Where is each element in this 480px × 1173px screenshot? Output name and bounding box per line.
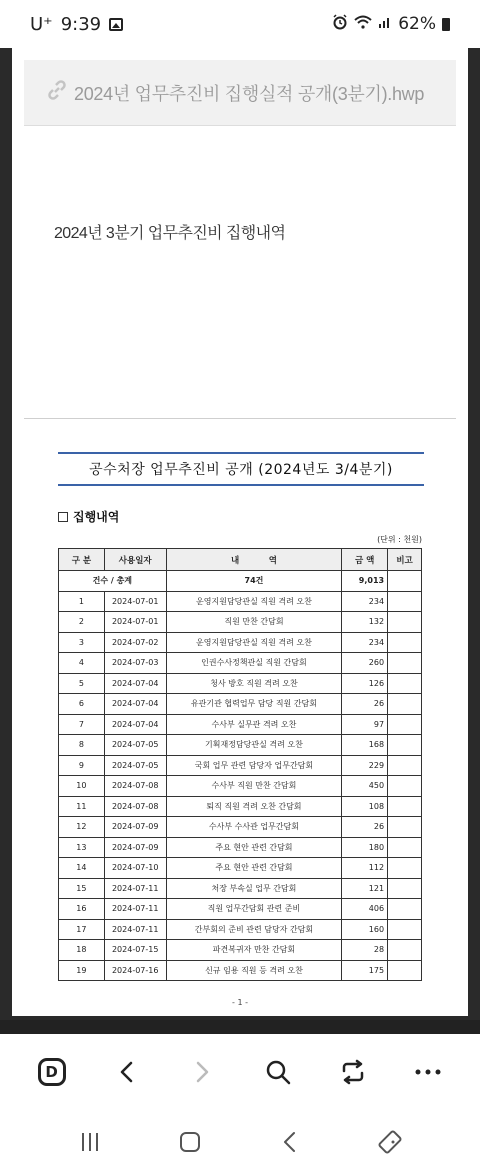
row-remarks: [388, 776, 422, 797]
row-description: 수사부 수사관 업무간담회: [166, 817, 342, 838]
document-page[interactable]: [12, 48, 468, 1016]
row-number: 14: [59, 858, 105, 879]
row-date: 2024-07-05: [104, 755, 166, 776]
clock: 9:39: [60, 13, 102, 35]
row-number: 2: [59, 612, 105, 633]
row-date: 2024-07-04: [104, 714, 166, 735]
table-row: [59, 919, 422, 940]
row-amount: 180: [342, 837, 388, 858]
table-row: [59, 940, 422, 961]
search-icon[interactable]: [256, 1050, 300, 1094]
row-remarks: [388, 960, 422, 981]
row-description: 기획재정담당관실 격려 오찬: [166, 735, 342, 756]
table-header-row: [59, 549, 422, 571]
table-row: [59, 796, 422, 817]
row-remarks: [388, 919, 422, 940]
row-amount: 126: [342, 673, 388, 694]
row-description: 주요 현안 관련 간담회: [166, 837, 342, 858]
table-row: [59, 776, 422, 797]
row-remarks: [388, 612, 422, 633]
carrier-label: U⁺: [30, 13, 53, 35]
row-remarks: [388, 735, 422, 756]
row-description: 유관기관 협력업무 담당 직원 간담회: [166, 694, 342, 715]
recent-apps-icon[interactable]: [70, 1122, 110, 1162]
more-icon[interactable]: [406, 1050, 450, 1094]
row-date: 2024-07-11: [104, 878, 166, 899]
row-number: 5: [59, 673, 105, 694]
d-logo-icon[interactable]: D: [30, 1050, 74, 1094]
table-row: [59, 858, 422, 879]
row-remarks: [388, 796, 422, 817]
header-amount: 금 액: [342, 549, 388, 571]
back-nav-icon[interactable]: [270, 1122, 310, 1162]
row-remarks: [388, 694, 422, 715]
row-remarks: [388, 653, 422, 674]
row-number: 1: [59, 591, 105, 612]
header-division: 구 분: [59, 549, 105, 571]
row-date: 2024-07-09: [104, 817, 166, 838]
row-date: 2024-07-05: [104, 735, 166, 756]
row-date: 2024-07-11: [104, 919, 166, 940]
row-number: 4: [59, 653, 105, 674]
row-amount: 234: [342, 591, 388, 612]
home-icon[interactable]: [170, 1122, 210, 1162]
total-row: [59, 571, 422, 592]
table-row: [59, 612, 422, 633]
total-remarks: [388, 571, 422, 592]
battery-percent: 62%: [398, 14, 436, 34]
row-number: 19: [59, 960, 105, 981]
table-row: [59, 899, 422, 920]
row-remarks: [388, 899, 422, 920]
expense-table: [58, 548, 422, 981]
row-number: 11: [59, 796, 105, 817]
row-number: 6: [59, 694, 105, 715]
bottom-toolbar: [0, 1034, 480, 1110]
attachment-filename[interactable]: 2024년 업무추진비 집행실적 공개(3분기).hwp: [74, 83, 425, 104]
checkbox-square-icon: [58, 512, 68, 522]
row-amount: 97: [342, 714, 388, 735]
rotate-icon[interactable]: [370, 1122, 410, 1162]
row-number: 18: [59, 940, 105, 961]
document-viewer[interactable]: [0, 48, 480, 1020]
row-amount: 26: [342, 694, 388, 715]
row-description: 수사부 실무관 격려 오찬: [166, 714, 342, 735]
row-number: 7: [59, 714, 105, 735]
row-remarks: [388, 940, 422, 961]
row-number: 13: [59, 837, 105, 858]
document-heading: 2024년 3분기 업무추진비 집행내역: [54, 225, 286, 242]
row-description: 청사 방호 직원 격려 오찬: [166, 673, 342, 694]
row-amount: 108: [342, 796, 388, 817]
forward-icon[interactable]: [180, 1050, 224, 1094]
row-description: 수사부 직원 만찬 간담회: [166, 776, 342, 797]
row-description: 직원 만찬 간담회: [166, 612, 342, 633]
row-remarks: [388, 878, 422, 899]
row-remarks: [388, 632, 422, 653]
unit-note: (단위 : 천원): [377, 535, 422, 544]
wifi-icon: [354, 14, 372, 34]
table-row: [59, 632, 422, 653]
row-amount: 121: [342, 878, 388, 899]
table-row: [59, 694, 422, 715]
row-number: 17: [59, 919, 105, 940]
row-remarks: [388, 837, 422, 858]
row-date: 2024-07-16: [104, 960, 166, 981]
section-label: 집행내역: [73, 510, 120, 524]
back-icon[interactable]: [105, 1050, 149, 1094]
table-row: [59, 591, 422, 612]
row-description: 퇴직 직원 격려 오찬 간담회: [166, 796, 342, 817]
status-right: [332, 14, 450, 35]
row-date: 2024-07-08: [104, 776, 166, 797]
row-description: 간부회의 준비 관련 담당자 간담회: [166, 919, 342, 940]
row-number: 9: [59, 755, 105, 776]
header-description: 내 역: [166, 549, 342, 571]
row-amount: 112: [342, 858, 388, 879]
row-amount: 175: [342, 960, 388, 981]
battery-icon: [442, 18, 450, 31]
section-divider: [24, 418, 456, 419]
row-description: 인권수사정책관실 직원 간담회: [166, 653, 342, 674]
header-remarks: 비고: [388, 549, 422, 571]
table-row: [59, 878, 422, 899]
section-header: [58, 508, 119, 525]
row-amount: 160: [342, 919, 388, 940]
publication-title: 공수처장 업무추진비 공개 (2024년도 3/4분기): [58, 452, 424, 486]
row-remarks: [388, 755, 422, 776]
row-amount: 26: [342, 817, 388, 838]
row-date: 2024-07-04: [104, 673, 166, 694]
row-date: 2024-07-01: [104, 612, 166, 633]
total-count: 74건: [166, 571, 342, 592]
row-number: 3: [59, 632, 105, 653]
row-date: 2024-07-04: [104, 694, 166, 715]
page-number: - 1 -: [232, 998, 248, 1007]
row-remarks: [388, 817, 422, 838]
status-left: [30, 14, 123, 35]
row-description: 처장 부속실 업무 간담회: [166, 878, 342, 899]
alarm-icon: [332, 14, 348, 35]
row-amount: 132: [342, 612, 388, 633]
row-description: 국회 업무 관련 담당자 업무간담회: [166, 755, 342, 776]
table-row: [59, 837, 422, 858]
row-description: 운영지원담당관실 직원 격려 오찬: [166, 591, 342, 612]
row-amount: 406: [342, 899, 388, 920]
row-description: 직원 업무간담회 관련 준비: [166, 899, 342, 920]
row-remarks: [388, 673, 422, 694]
row-date: 2024-07-08: [104, 796, 166, 817]
row-amount: 168: [342, 735, 388, 756]
row-amount: 234: [342, 632, 388, 653]
row-date: 2024-07-11: [104, 899, 166, 920]
table-row: [59, 673, 422, 694]
attachment-link[interactable]: [24, 60, 456, 126]
row-number: 10: [59, 776, 105, 797]
row-amount: 450: [342, 776, 388, 797]
row-remarks: [388, 858, 422, 879]
gallery-icon: [109, 18, 123, 31]
row-amount: 260: [342, 653, 388, 674]
row-description: 파견복귀자 만찬 간담회: [166, 940, 342, 961]
total-label: 건수 / 총계: [59, 571, 167, 592]
table-row: [59, 714, 422, 735]
row-number: 8: [59, 735, 105, 756]
row-description: 운영지원담당관실 직원 격려 오찬: [166, 632, 342, 653]
row-date: 2024-07-15: [104, 940, 166, 961]
table-row: [59, 817, 422, 838]
row-date: 2024-07-03: [104, 653, 166, 674]
row-number: 16: [59, 899, 105, 920]
total-amount: 9,013: [342, 571, 388, 592]
row-description: 신규 임용 직원 등 격려 오찬: [166, 960, 342, 981]
table-row: [59, 653, 422, 674]
row-description: 주요 현안 관련 간담회: [166, 858, 342, 879]
status-bar: [0, 0, 480, 48]
row-number: 15: [59, 878, 105, 899]
row-remarks: [388, 591, 422, 612]
header-date: 사용일자: [104, 549, 166, 571]
row-date: 2024-07-09: [104, 837, 166, 858]
table-row: [59, 755, 422, 776]
share-icon[interactable]: [331, 1050, 375, 1094]
table-row: [59, 735, 422, 756]
row-amount: 28: [342, 940, 388, 961]
system-nav-bar: [0, 1110, 480, 1173]
row-date: 2024-07-01: [104, 591, 166, 612]
signal-icon: [378, 14, 392, 34]
link-icon: [46, 79, 68, 107]
row-amount: 229: [342, 755, 388, 776]
row-remarks: [388, 714, 422, 735]
row-date: 2024-07-02: [104, 632, 166, 653]
table-row: [59, 960, 422, 981]
row-date: 2024-07-10: [104, 858, 166, 879]
row-number: 12: [59, 817, 105, 838]
